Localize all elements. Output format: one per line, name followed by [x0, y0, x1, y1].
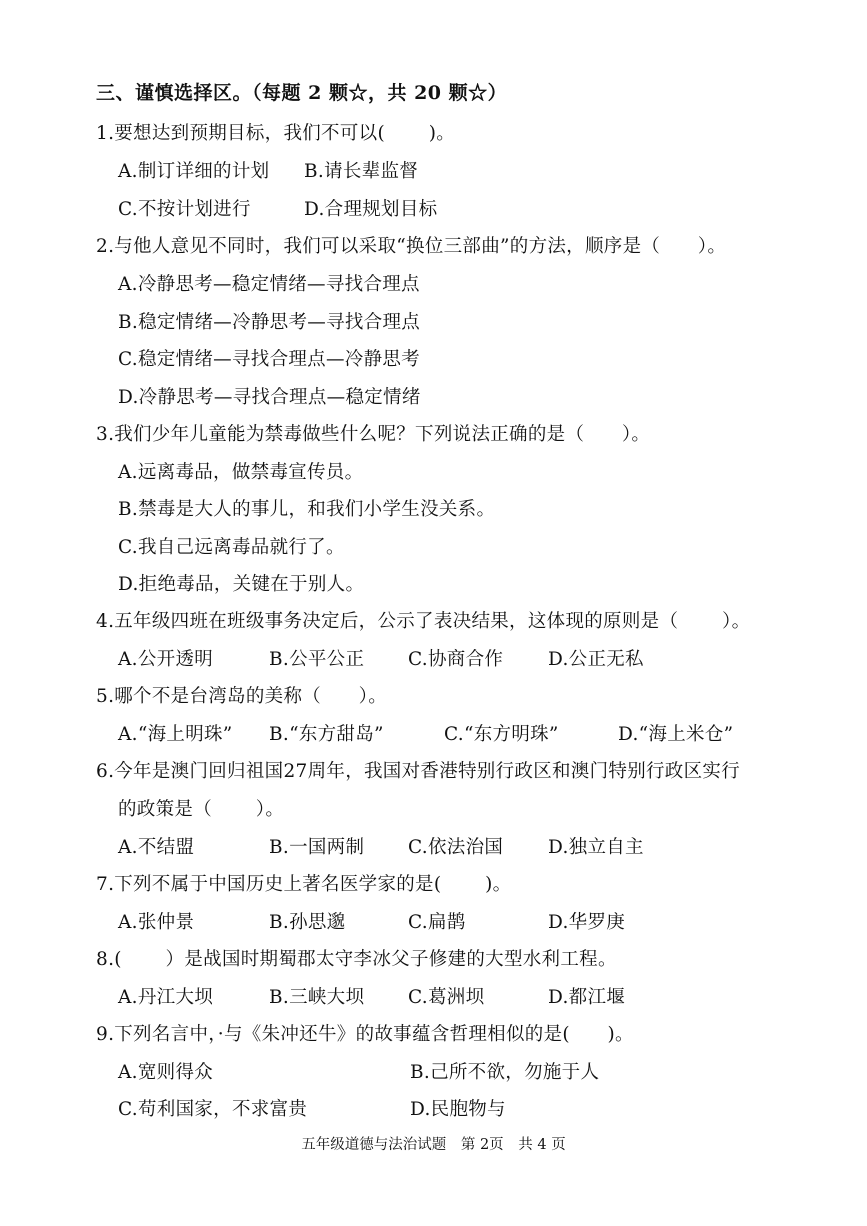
question-3-option-b[interactable]: B.禁毒是大人的事儿，和我们小学生没关系。 [118, 499, 496, 520]
question-8-option-a[interactable]: A.丹江大坝 [118, 987, 214, 1008]
question-7-option-d[interactable]: D.华罗庚 [548, 912, 626, 933]
question-4-option-b[interactable]: B.公平公正 [269, 649, 365, 670]
question-5-option-b[interactable]: B.“东方甜岛” [269, 724, 384, 745]
question-3-option-a[interactable]: A.远离毒品，做禁毒宣传员。 [118, 462, 364, 483]
question-2-option-b[interactable]: B.稳定情绪—冷静思考—寻找合理点 [118, 312, 421, 333]
question-5-option-d[interactable]: D.“海上米仓” [618, 724, 734, 745]
question-8-option-b[interactable]: B.三峡大坝 [269, 987, 365, 1008]
section-title: 三、谨慎选择区。（每题 2 颗☆，共 20 颗☆） [96, 82, 508, 104]
question-1-option-a[interactable]: A.制订详细的计划 [118, 161, 270, 182]
question-8-stem: 8.( ）是战国时期蜀郡太守李冰父子修建的大型水利工程。 [96, 949, 617, 970]
question-4-stem: 4.五年级四班在班级事务决定后，公示了表决结果，这体现的原则是（ ）。 [96, 611, 751, 632]
question-1-option-b[interactable]: B.请长辈监督 [304, 161, 419, 182]
question-9-stem: 9.下列名言中，·与《朱冲还牛》的故事蕴含哲理相似的是( )。 [96, 1024, 634, 1045]
question-7-stem: 7.下列不属于中国历史上著名医学家的是( )。 [96, 874, 512, 895]
page-footer [0, 1133, 867, 1154]
question-2-option-a[interactable]: A.冷静思考—稳定情绪—寻找合理点 [118, 274, 420, 295]
footer-subject: 五年级道德与法治试题 [301, 1137, 447, 1153]
question-7-option-a[interactable]: A.张仲景 [118, 912, 195, 933]
question-1-stem: 1.要想达到预期目标，我们不可以( )。 [96, 123, 456, 144]
question-2-option-c[interactable]: C.稳定情绪—寻找合理点—冷静思考 [118, 349, 420, 370]
question-9-option-a[interactable]: A.宽则得众 [118, 1062, 214, 1083]
question-3-option-d[interactable]: D.拒绝毒品，关键在于别人。 [118, 574, 365, 595]
question-4-option-c[interactable]: C.协商合作 [408, 649, 504, 670]
question-5-option-a[interactable]: A.“海上明珠” [118, 724, 233, 745]
question-6-option-b[interactable]: B.一国两制 [269, 837, 365, 858]
question-1-option-c[interactable]: C.不按计划进行 [118, 199, 251, 220]
question-5-stem: 5.哪个不是台湾岛的美称（ ）。 [96, 686, 388, 707]
question-6-option-a[interactable]: A.不结盟 [118, 837, 195, 858]
question-4-option-a[interactable]: A.公开透明 [118, 649, 214, 670]
question-7-option-b[interactable]: B.孙思邈 [269, 912, 346, 933]
question-9-option-d[interactable]: D.民胞物与 [410, 1099, 506, 1120]
footer-page-number: 第 2页 [460, 1137, 504, 1153]
question-2-stem: 2.与他人意见不同时，我们可以采取“换位三部曲”的方法，顺序是（ ）。 [96, 236, 727, 257]
question-6-option-c[interactable]: C.依法治国 [408, 837, 504, 858]
question-9-option-c[interactable]: C.苟利国家，不求富贵 [118, 1099, 308, 1120]
question-8-option-d[interactable]: D.都江堰 [548, 987, 626, 1008]
question-3-option-c[interactable]: C.我自己远离毒品就行了。 [118, 537, 345, 558]
footer-total-pages: 共 4 页 [518, 1137, 566, 1153]
question-7-option-c[interactable]: C.扁鹊 [408, 912, 466, 933]
question-6-stem-continued: 的政策是（ ）。 [118, 799, 285, 820]
question-2-option-d[interactable]: D.冷静思考—寻找合理点—稳定情绪 [118, 387, 421, 408]
question-6-stem: 6.今年是澳门回归祖国27周年，我国对香港特别行政区和澳门特别行政区实行 [96, 761, 740, 782]
question-1-option-d[interactable]: D.合理规划目标 [304, 199, 438, 220]
question-4-option-d[interactable]: D.公正无私 [548, 649, 644, 670]
question-5-option-c[interactable]: C.“东方明珠” [444, 724, 559, 745]
question-9-option-b[interactable]: B.己所不欲，勿施于人 [410, 1062, 600, 1083]
question-3-stem: 3.我们少年儿童能为禁毒做些什么呢？下列说法正确的是（ ）。 [96, 424, 651, 445]
question-8-option-c[interactable]: C.葛洲坝 [408, 987, 485, 1008]
question-6-option-d[interactable]: D.独立自主 [548, 837, 644, 858]
